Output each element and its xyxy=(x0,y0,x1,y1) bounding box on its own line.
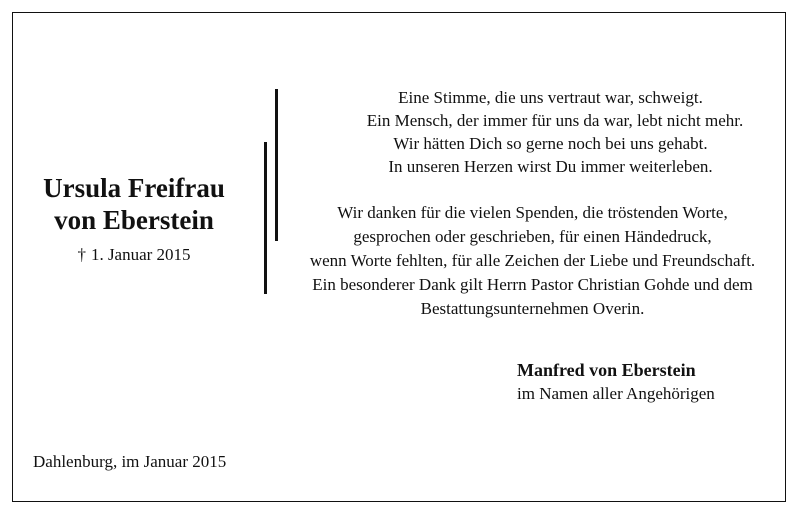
verse-line: Wir hätten Dich so gerne noch bei uns gehabt. xyxy=(393,134,708,153)
death-date: 1. Januar 2015 xyxy=(90,245,191,264)
signature-block xyxy=(517,358,715,406)
thanks-block xyxy=(290,201,775,321)
verse-line: Ein Mensch, der immer für uns da war, lebt nicht mehr. xyxy=(366,111,744,130)
cross-icon: † xyxy=(77,245,86,264)
verse-block xyxy=(290,86,775,178)
deceased-name-line1: Ursula Freifrau xyxy=(43,173,225,203)
verse-line: Eine Stimme, die uns vertraut war, schweigt. xyxy=(398,88,703,107)
signer-name: Manfred von Eberstein xyxy=(517,360,696,380)
thanks-line: Wir danken für die vielen Spenden, die tröstenden Worte, xyxy=(337,203,728,222)
signer-subtitle: im Namen aller Angehörigen xyxy=(517,384,715,403)
deceased-name-line2: von Eberstein xyxy=(54,205,214,235)
death-date-line xyxy=(0,245,268,265)
thanks-line: gesprochen oder geschrieben, für einen Händedruck, xyxy=(353,227,712,246)
thanks-line: Ein besonderer Dank gilt Herrn Pastor Christian Gohde und dem xyxy=(312,275,753,294)
deceased-name xyxy=(0,172,268,236)
verse-line: In unseren Herzen wirst Du immer weiterleben. xyxy=(388,157,713,176)
divider-bar-lower xyxy=(264,142,267,294)
thanks-line: Bestattungsunternehmen Overin. xyxy=(420,299,645,318)
place-date: Dahlenburg, im Januar 2015 xyxy=(33,452,227,471)
divider-bar-upper xyxy=(275,89,278,241)
thanks-line: wenn Worte fehlten, für alle Zeichen der Liebe und Freundschaft. xyxy=(309,251,756,270)
